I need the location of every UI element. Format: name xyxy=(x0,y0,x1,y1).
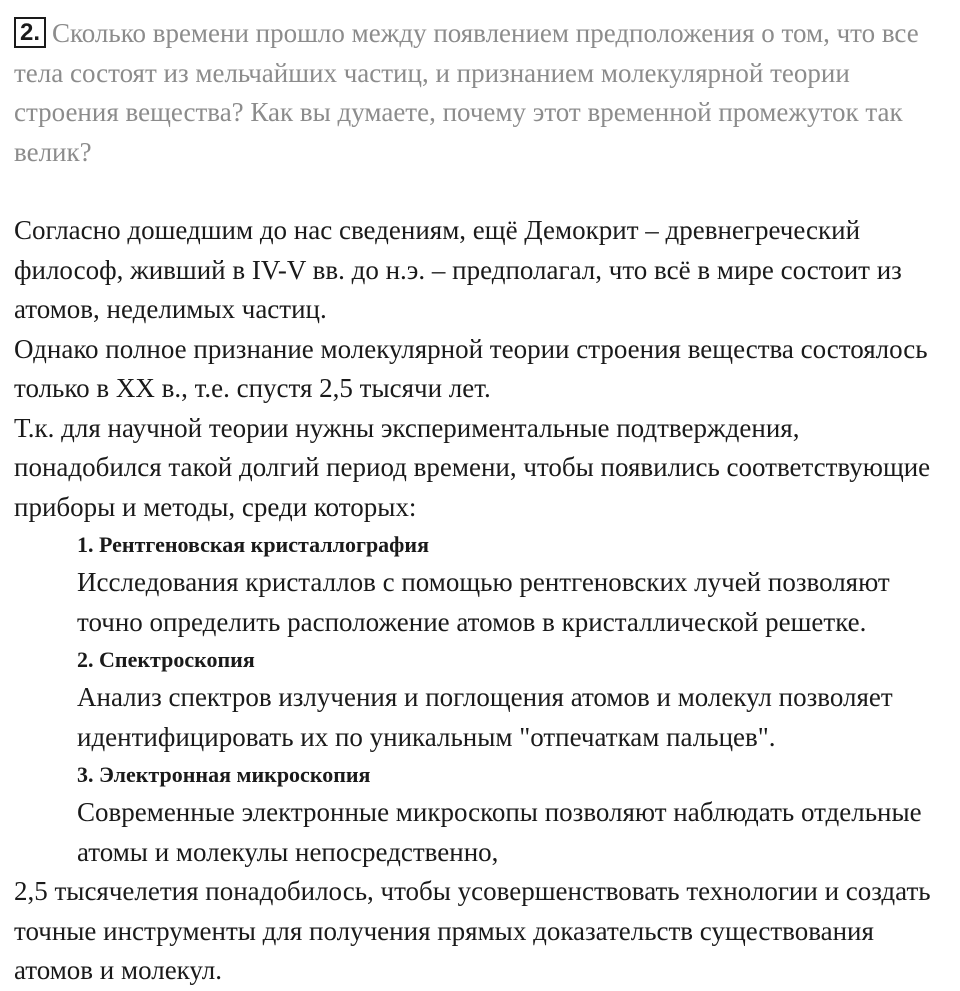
answer-paragraph-2: Однако полное признание молекулярной теории строения вещества состоялось только в XX в., т.е. спустя 2,5 тысячи лет. xyxy=(14,333,928,403)
method-item xyxy=(77,642,949,757)
method-description: Исследования кристаллов с помощью рентгеновских лучей позволяют точно определить расположение атомов в кристаллической решетке. xyxy=(77,567,890,637)
question-number: 2. xyxy=(14,17,46,48)
method-title: 3. Электронная микроскопия xyxy=(77,762,371,787)
question-block xyxy=(14,14,949,172)
document-page xyxy=(14,14,949,991)
method-title: 2. Спектроскопия xyxy=(77,647,255,672)
method-item xyxy=(77,527,949,642)
answer-conclusion: 2,5 тысячелетия понадобилось, чтобы усовершенствовать технологии и создать точные инструменты для получения прямых доказательств существования атомов и молекул. xyxy=(14,876,931,985)
answer-paragraph-1: Согласно дошедшим до нас сведениям, ещё Демокрит – древнегреческий философ, живший в IV-V вв. до н.э. – предполагал, что всё в мире состоит из атомов, неделимых частиц. xyxy=(14,215,902,324)
question-text: Сколько времени прошло между появлением предположения о том, что все тела состоят из мельчайших частиц, и признанием молекулярной теории строения вещества? Как вы думаете, почему этот временной промежуток так велик? xyxy=(14,18,919,167)
method-title: 1. Рентгеновская кристаллография xyxy=(77,532,429,557)
answer-paragraph-3: Т.к. для научной теории нужны экспериментальные подтверждения, понадобился такой долгий период времени, чтобы появились соответствующие приборы и методы, среди которых: xyxy=(14,412,931,522)
method-item xyxy=(77,757,949,872)
method-description: Современные электронные микроскопы позволяют наблюдать отдельные атомы и молекулы непосредственно, xyxy=(77,797,922,867)
answer-block xyxy=(14,211,949,991)
method-list xyxy=(77,527,949,872)
method-description: Анализ спектров излучения и поглощения атомов и молекул позволяет идентифицировать их по уникальным "отпечаткам пальцев". xyxy=(77,682,893,752)
